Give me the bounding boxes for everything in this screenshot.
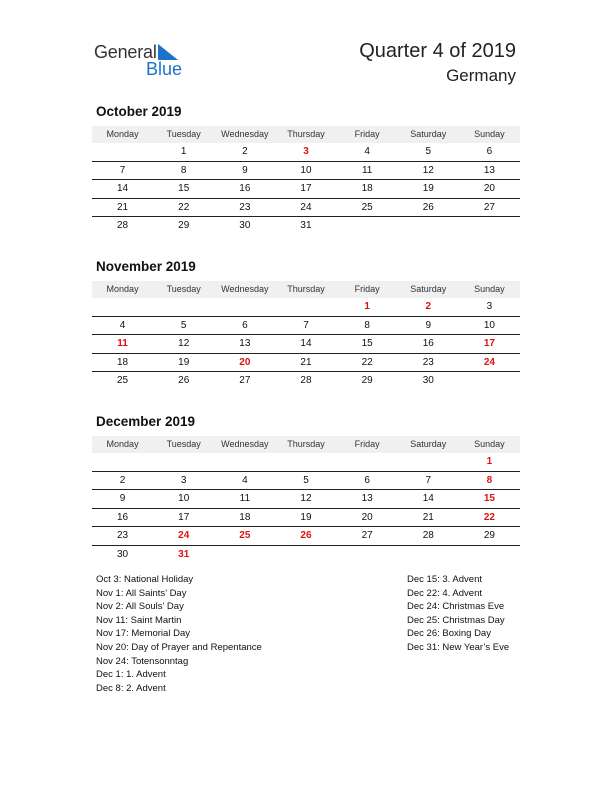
day-cell: 3 xyxy=(303,146,309,157)
weekday-label: Thursday xyxy=(287,129,325,139)
weekday-label: Saturday xyxy=(410,439,447,449)
holiday-note: Nov 2: All Souls’ Day xyxy=(96,601,184,613)
empty-day-cell xyxy=(337,217,398,235)
day-cell: 31 xyxy=(300,220,312,231)
day-cell: 29 xyxy=(483,530,495,541)
day-cell: 30 xyxy=(117,548,129,560)
day-cell: 24 xyxy=(178,530,190,541)
weekday-label: Tuesday xyxy=(166,284,201,294)
holiday-note: Dec 1: 1. Advent xyxy=(96,669,166,681)
empty-day-cell xyxy=(214,453,275,471)
day-cell: 8 xyxy=(364,319,370,331)
day-cell: 23 xyxy=(239,201,251,213)
day-cell: 1 xyxy=(364,301,370,312)
day-cell: 28 xyxy=(422,530,434,541)
holiday-note: Dec 8: 2. Advent xyxy=(96,682,166,694)
day-cell: 21 xyxy=(422,511,434,523)
week-row xyxy=(92,162,520,181)
weekday-header-row xyxy=(92,126,520,143)
empty-day-cell xyxy=(337,453,398,471)
day-cell: 25 xyxy=(117,375,129,386)
day-cell: 13 xyxy=(361,493,373,504)
day-cell: 19 xyxy=(300,511,312,523)
day-cell: 7 xyxy=(425,474,432,486)
holiday-note: Dec 15: 3. Advent xyxy=(407,574,482,585)
day-cell: 9 xyxy=(242,164,248,176)
day-cell: 16 xyxy=(239,183,251,194)
day-cell: 26 xyxy=(422,201,434,213)
empty-day-cell xyxy=(92,453,153,471)
weekday-label: Friday xyxy=(354,284,380,294)
holiday-note: Nov 17: Memorial Day xyxy=(96,628,190,640)
day-cell: 1 xyxy=(486,456,493,467)
weekday-label: Wednesday xyxy=(221,284,269,294)
day-cell: 12 xyxy=(422,164,434,176)
day-cell: 29 xyxy=(361,375,373,386)
day-cell: 27 xyxy=(483,201,495,213)
day-cell: 27 xyxy=(239,375,251,386)
day-cell: 6 xyxy=(486,146,493,157)
day-cell: 5 xyxy=(303,474,309,486)
day-cell: 2 xyxy=(242,146,248,157)
day-cell: 17 xyxy=(483,338,495,349)
holiday-note: Nov 11: Saint Martin xyxy=(96,614,182,626)
weekday-label: Sunday xyxy=(474,284,505,294)
day-cell: 11 xyxy=(117,338,128,349)
day-cell: 8 xyxy=(486,474,493,486)
empty-day-cell xyxy=(153,453,214,471)
week-row xyxy=(92,453,520,472)
day-cell: 18 xyxy=(117,356,129,368)
day-cell: 20 xyxy=(483,183,495,194)
month-calendar-december xyxy=(92,414,520,563)
week-row xyxy=(92,335,520,354)
empty-day-cell xyxy=(92,143,153,161)
day-cell: 5 xyxy=(425,146,432,157)
week-row xyxy=(92,472,520,491)
holiday-note: Dec 26: Boxing Day xyxy=(407,628,491,640)
logo-text-blue: Blue xyxy=(146,59,183,79)
weekday-header-row xyxy=(92,281,520,298)
day-cell: 2 xyxy=(119,474,126,486)
day-cell: 14 xyxy=(300,338,312,349)
country-name: Germany xyxy=(446,66,516,85)
day-cell: 9 xyxy=(119,493,126,504)
weekday-label: Monday xyxy=(106,129,139,139)
holiday-note: Dec 25: Christmas Day xyxy=(407,614,505,626)
day-cell: 14 xyxy=(117,183,129,194)
empty-day-cell xyxy=(459,372,520,390)
day-cell: 16 xyxy=(117,511,129,523)
brand-logo xyxy=(94,40,194,80)
day-cell: 14 xyxy=(422,493,434,504)
day-cell: 16 xyxy=(422,338,434,349)
day-cell: 13 xyxy=(239,338,251,349)
week-row xyxy=(92,143,520,162)
empty-day-cell xyxy=(92,298,153,316)
day-cell: 30 xyxy=(239,220,251,231)
day-cell: 4 xyxy=(242,474,248,486)
day-cell: 19 xyxy=(178,356,190,368)
week-row xyxy=(92,490,520,509)
day-cell: 20 xyxy=(361,511,373,523)
week-row xyxy=(92,354,520,373)
day-cell: 25 xyxy=(239,530,251,541)
day-cell: 17 xyxy=(178,511,190,523)
day-cell: 6 xyxy=(242,319,248,331)
day-cell: 25 xyxy=(361,201,373,213)
empty-day-cell xyxy=(398,453,459,471)
day-cell: 29 xyxy=(178,220,190,231)
week-row xyxy=(92,317,520,336)
day-cell: 23 xyxy=(422,356,434,368)
day-cell: 19 xyxy=(422,183,434,194)
day-cell: 7 xyxy=(119,164,126,176)
empty-day-cell xyxy=(398,546,459,564)
day-cell: 3 xyxy=(486,301,493,312)
day-cell: 30 xyxy=(422,375,434,386)
empty-day-cell xyxy=(153,298,214,316)
weekday-label: Friday xyxy=(354,439,380,449)
day-cell: 6 xyxy=(364,474,370,486)
holiday-notes-right xyxy=(407,573,509,655)
weekday-label: Tuesday xyxy=(166,129,201,139)
day-cell: 18 xyxy=(361,183,373,194)
day-cell: 2 xyxy=(425,301,432,312)
day-cell: 26 xyxy=(178,375,190,386)
day-cell: 27 xyxy=(361,530,373,541)
weekday-label: Monday xyxy=(106,284,139,294)
empty-day-cell xyxy=(275,298,336,316)
day-cell: 22 xyxy=(483,511,495,523)
holiday-note: Dec 22: 4. Advent xyxy=(407,587,482,599)
day-cell: 10 xyxy=(483,319,495,331)
week-row xyxy=(92,372,520,390)
day-cell: 11 xyxy=(361,164,373,176)
empty-day-cell xyxy=(459,546,520,564)
month-title: October 2019 xyxy=(96,104,182,119)
week-row xyxy=(92,180,520,199)
week-row xyxy=(92,527,520,546)
page-title: Quarter 4 of 2019 xyxy=(359,40,516,62)
weekday-label: Friday xyxy=(354,129,380,139)
day-cell: 18 xyxy=(239,511,251,523)
week-row xyxy=(92,509,520,528)
day-cell: 4 xyxy=(364,146,370,157)
day-cell: 15 xyxy=(361,338,373,349)
weekday-label: Wednesday xyxy=(221,129,269,139)
day-cell: 13 xyxy=(483,164,495,176)
empty-day-cell xyxy=(275,546,336,564)
weekday-label: Thursday xyxy=(287,284,325,294)
empty-day-cell xyxy=(275,453,336,471)
month-calendar-november xyxy=(92,259,520,390)
month-title: November 2019 xyxy=(96,259,196,274)
day-cell: 20 xyxy=(239,356,251,368)
weekday-label: Saturday xyxy=(410,129,447,139)
holiday-note: Nov 24: Totensonntag xyxy=(96,655,189,667)
day-cell: 11 xyxy=(239,493,251,504)
empty-day-cell xyxy=(214,546,275,564)
day-cell: 23 xyxy=(117,530,129,541)
weekday-label: Thursday xyxy=(287,439,325,449)
week-row xyxy=(92,298,520,317)
day-cell: 10 xyxy=(300,164,312,176)
day-cell: 24 xyxy=(483,356,495,368)
day-cell: 3 xyxy=(180,474,187,486)
week-row xyxy=(92,217,520,235)
day-cell: 26 xyxy=(300,530,312,541)
logo-triangle-icon xyxy=(158,44,178,60)
weekday-header-row xyxy=(92,436,520,453)
day-cell: 5 xyxy=(180,319,187,331)
day-cell: 22 xyxy=(361,356,373,368)
holiday-note: Nov 20: Day of Prayer and Repentance xyxy=(96,641,262,653)
holiday-note: Nov 1: All Saints’ Day xyxy=(96,587,187,599)
day-cell: 28 xyxy=(300,375,312,386)
empty-day-cell xyxy=(337,546,398,564)
day-cell: 28 xyxy=(117,220,129,231)
day-cell: 10 xyxy=(178,493,190,504)
weekday-label: Monday xyxy=(106,439,139,449)
day-cell: 15 xyxy=(483,493,495,504)
day-cell: 21 xyxy=(300,356,312,368)
week-row xyxy=(92,199,520,218)
holiday-note: Oct 3: National Holiday xyxy=(96,574,194,585)
day-cell: 12 xyxy=(178,338,190,349)
day-cell: 4 xyxy=(119,319,126,331)
empty-day-cell xyxy=(214,298,275,316)
day-cell: 7 xyxy=(303,319,309,331)
day-cell: 24 xyxy=(300,201,312,213)
empty-day-cell xyxy=(459,217,520,235)
month-title: December 2019 xyxy=(96,414,196,429)
holiday-note: Dec 31: New Year’s Eve xyxy=(407,641,510,653)
day-cell: 9 xyxy=(425,319,432,331)
weekday-label: Sunday xyxy=(474,129,505,139)
logo-text-general: General xyxy=(94,42,157,62)
weekday-label: Wednesday xyxy=(221,439,269,449)
weekday-label: Saturday xyxy=(410,284,447,294)
weekday-label: Sunday xyxy=(474,439,505,449)
holiday-notes-left xyxy=(96,573,262,695)
day-cell: 1 xyxy=(180,146,187,157)
day-cell: 21 xyxy=(117,201,129,213)
weekday-label: Tuesday xyxy=(166,439,201,449)
day-cell: 15 xyxy=(178,183,190,194)
day-cell: 8 xyxy=(180,164,187,176)
day-cell: 31 xyxy=(178,548,190,560)
day-cell: 17 xyxy=(300,183,312,194)
month-calendar-october xyxy=(92,104,520,235)
day-cell: 22 xyxy=(178,201,190,213)
empty-day-cell xyxy=(398,217,459,235)
day-cell: 12 xyxy=(300,493,312,504)
week-row xyxy=(92,546,520,564)
holiday-note: Dec 24: Christmas Eve xyxy=(407,601,505,613)
